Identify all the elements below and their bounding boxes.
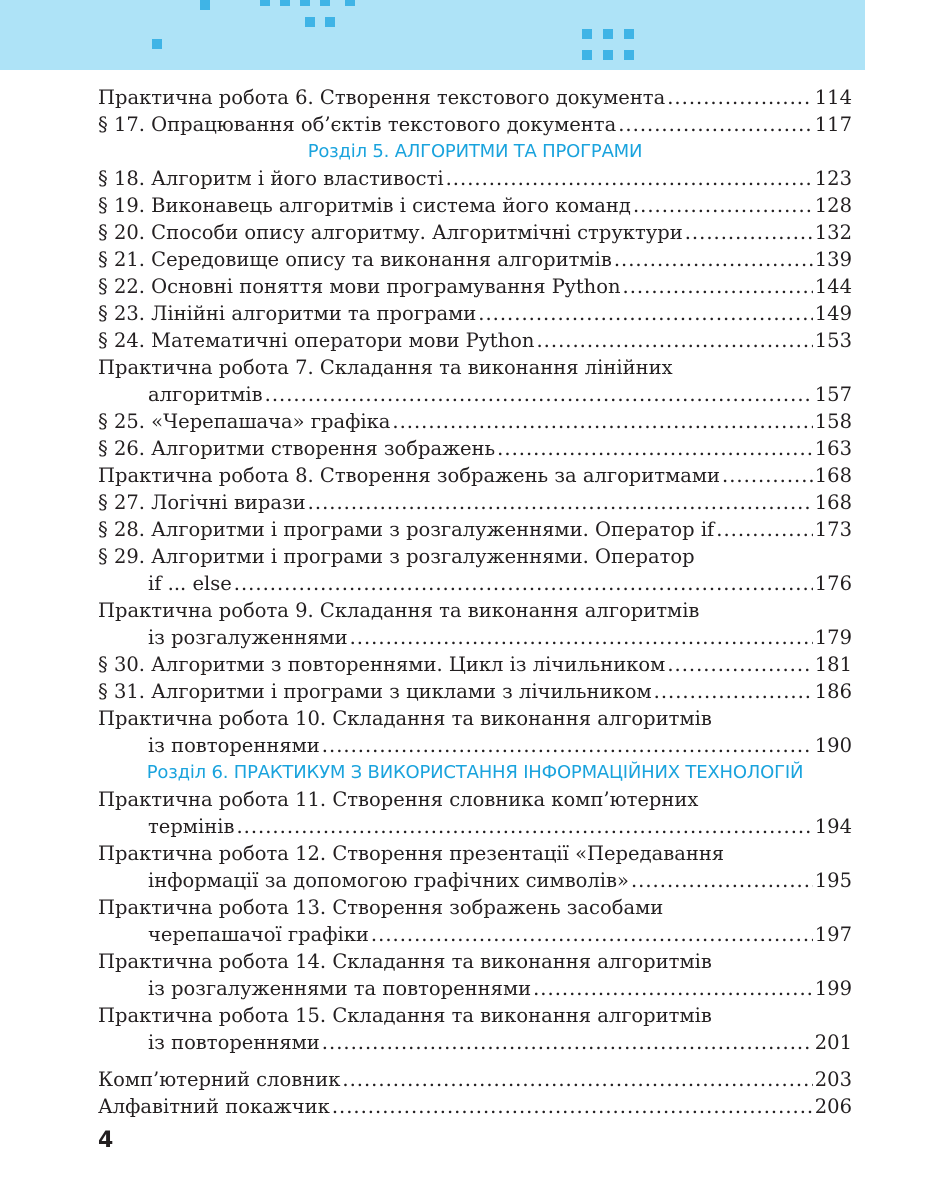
leader-dots (618, 111, 813, 138)
toc-entry (98, 651, 852, 678)
toc-page-number: 168 (814, 491, 852, 514)
toc-entry (98, 1002, 852, 1056)
toc-page-number: 179 (814, 626, 852, 649)
toc-entry-title: § 22. Основні поняття мови програмування Python (98, 275, 621, 298)
toc-page-number: 181 (814, 653, 852, 676)
leader-dots (722, 462, 813, 489)
toc-entry (98, 678, 852, 705)
toc-entry (98, 786, 852, 840)
toc-entry-title-line: Практична робота 10. Складання та виконання алгоритмів (98, 707, 712, 730)
toc-page-number: 149 (814, 302, 852, 325)
leader-dots (667, 84, 813, 111)
toc-entry-title-line: Практична робота 13. Створення зображень засобами (98, 896, 664, 919)
leader-dots (614, 246, 813, 273)
toc-page-number: 168 (814, 464, 852, 487)
toc-entry (98, 489, 852, 516)
toc-entry-title: алгоритмів (148, 383, 263, 406)
toc-entry-title: if ... else (148, 572, 232, 595)
leader-dots (533, 975, 813, 1002)
leader-dots (371, 921, 813, 948)
toc-entry-title-line: § 29. Алгоритми і програми з розгалуженнями. Оператор (98, 545, 695, 568)
section-heading-5: Розділ 5. АЛГОРИТМИ ТА ПРОГРАМИ (307, 141, 643, 162)
toc-page-number: 201 (814, 1031, 852, 1054)
toc-entry (98, 435, 852, 462)
toc-page-number: 176 (814, 572, 852, 595)
toc-entry (98, 597, 852, 651)
leader-dots (322, 732, 813, 759)
toc-page-number: 173 (814, 518, 852, 541)
toc-entry (98, 219, 852, 246)
toc-entry (98, 273, 852, 300)
toc-entry-title-line: Практична робота 11. Створення словника комп’ютерних (98, 788, 699, 811)
toc-entry (98, 354, 852, 408)
toc-page-number: 195 (814, 869, 852, 892)
toc-page-number: 194 (814, 815, 852, 838)
toc-entry-title: із розгалуженнями та повтореннями (148, 977, 532, 1000)
leader-dots (478, 300, 813, 327)
toc-entry (98, 462, 852, 489)
table-of-contents (98, 84, 852, 1120)
toc-entry-title: § 19. Виконавець алгоритмів і система його команд (98, 194, 631, 217)
leader-dots (234, 570, 813, 597)
toc-entry (98, 408, 852, 435)
toc-page-number: 199 (814, 977, 852, 1000)
header-band (0, 0, 865, 70)
leader-dots (342, 1066, 812, 1093)
leader-dots (265, 381, 813, 408)
leader-dots (536, 327, 812, 354)
toc-entry-title-line: Практична робота 9. Складання та виконання алгоритмів (98, 599, 700, 622)
toc-entry-title: § 27. Логічні вирази (98, 491, 306, 514)
toc-entry-title: § 26. Алгоритми створення зображень (98, 437, 496, 460)
toc-entry-title: § 24. Математичні оператори мови Python (98, 329, 535, 352)
toc-page-number: 163 (814, 437, 852, 460)
toc-entry-title: § 25. «Черепашача» графіка (98, 410, 391, 433)
toc-page-number: 128 (814, 194, 852, 217)
leader-dots (446, 165, 813, 192)
toc-entry-title-line: Практична робота 12. Створення презентації «Передавання (98, 842, 725, 865)
page-number: 4 (98, 1128, 114, 1153)
toc-entry-title: Комп’ютерний словник (98, 1068, 341, 1091)
toc-entry-title: із повтореннями (148, 734, 320, 757)
toc-page-number: 123 (814, 167, 852, 190)
leader-dots (685, 219, 813, 246)
leader-dots (633, 192, 813, 219)
toc-page-number: 190 (814, 734, 852, 757)
toc-entry (98, 84, 852, 111)
leader-dots (322, 1029, 813, 1056)
toc-entry (98, 516, 852, 543)
leader-dots (497, 435, 813, 462)
toc-entry (98, 1066, 852, 1093)
toc-entry-title: із повтореннями (148, 1031, 320, 1054)
leader-dots (350, 624, 813, 651)
toc-entry-title: § 28. Алгоритми і програми з розгалуженнями. Оператор if (98, 518, 715, 541)
toc-page-number: 114 (814, 86, 852, 109)
toc-entry-title: із розгалуженнями (148, 626, 348, 649)
toc-entry-title: інформації за допомогою графічних символів» (148, 869, 629, 892)
toc-page-number: 157 (814, 383, 852, 406)
toc-page-number: 206 (814, 1095, 852, 1118)
leader-dots (716, 516, 812, 543)
toc-page-number: 132 (814, 221, 852, 244)
toc-entry-title: Практична робота 8. Створення зображень за алгоритмами (98, 464, 721, 487)
leader-dots (667, 651, 812, 678)
leader-dots (392, 408, 812, 435)
toc-entry (98, 165, 852, 192)
toc-page-number: 139 (814, 248, 852, 271)
toc-page-number: 203 (814, 1068, 852, 1091)
toc-page-number: 117 (814, 113, 852, 136)
toc-page-number: 153 (814, 329, 852, 352)
toc-entry-title-line: Практична робота 15. Складання та виконання алгоритмів (98, 1004, 712, 1027)
toc-entry-title: § 18. Алгоритм і його властивості (98, 167, 444, 190)
toc-page-number: 197 (814, 923, 852, 946)
toc-entry-title: Практична робота 6. Створення текстового документа (98, 86, 666, 109)
toc-entry (98, 300, 852, 327)
toc-entry (98, 543, 852, 597)
leader-dots (623, 273, 813, 300)
leader-dots (631, 867, 813, 894)
toc-entry (98, 948, 852, 1002)
toc-entry-title-line: Практична робота 7. Складання та виконання лінійних (98, 356, 673, 379)
toc-entry-title: Алфавітний покажчик (98, 1095, 330, 1118)
leader-dots (308, 489, 813, 516)
toc-entry (98, 327, 852, 354)
toc-entry-title: § 23. Лінійні алгоритми та програми (98, 302, 477, 325)
toc-entry-title: § 20. Способи опису алгоритму. Алгоритмічні структури (98, 221, 683, 244)
toc-entry-title: термінів (148, 815, 235, 838)
toc-entry-title: § 17. Опрацювання об’єктів текстового документа (98, 113, 617, 136)
toc-entry-title-line: Практична робота 14. Складання та виконання алгоритмів (98, 950, 712, 973)
toc-page-number: 186 (814, 680, 852, 703)
toc-entry-title: § 30. Алгоритми з повтореннями. Цикл із лічильником (98, 653, 666, 676)
toc-entry (98, 246, 852, 273)
leader-dots (332, 1093, 813, 1120)
leader-dots (236, 813, 812, 840)
toc-entry-title: § 31. Алгоритми і програми з циклами з лічильником (98, 680, 652, 703)
toc-entry (98, 894, 852, 948)
toc-entry (98, 111, 852, 138)
section-heading-6: Розділ 6. ПРАКТИКУМ З ВИКОРИСТАННЯ ІНФОРМАЦІЙНИХ ТЕХНОЛОГІЙ (146, 762, 804, 783)
toc-entry (98, 840, 852, 894)
toc-entry-title: § 21. Середовище опису та виконання алгоритмів (98, 248, 612, 271)
toc-entry (98, 192, 852, 219)
toc-entry-title: черепашачої графіки (148, 923, 369, 946)
leader-dots (654, 678, 813, 705)
toc-page-number: 144 (814, 275, 852, 298)
toc-entry (98, 1093, 852, 1120)
toc-entry (98, 705, 852, 759)
toc-page-number: 158 (814, 410, 852, 433)
